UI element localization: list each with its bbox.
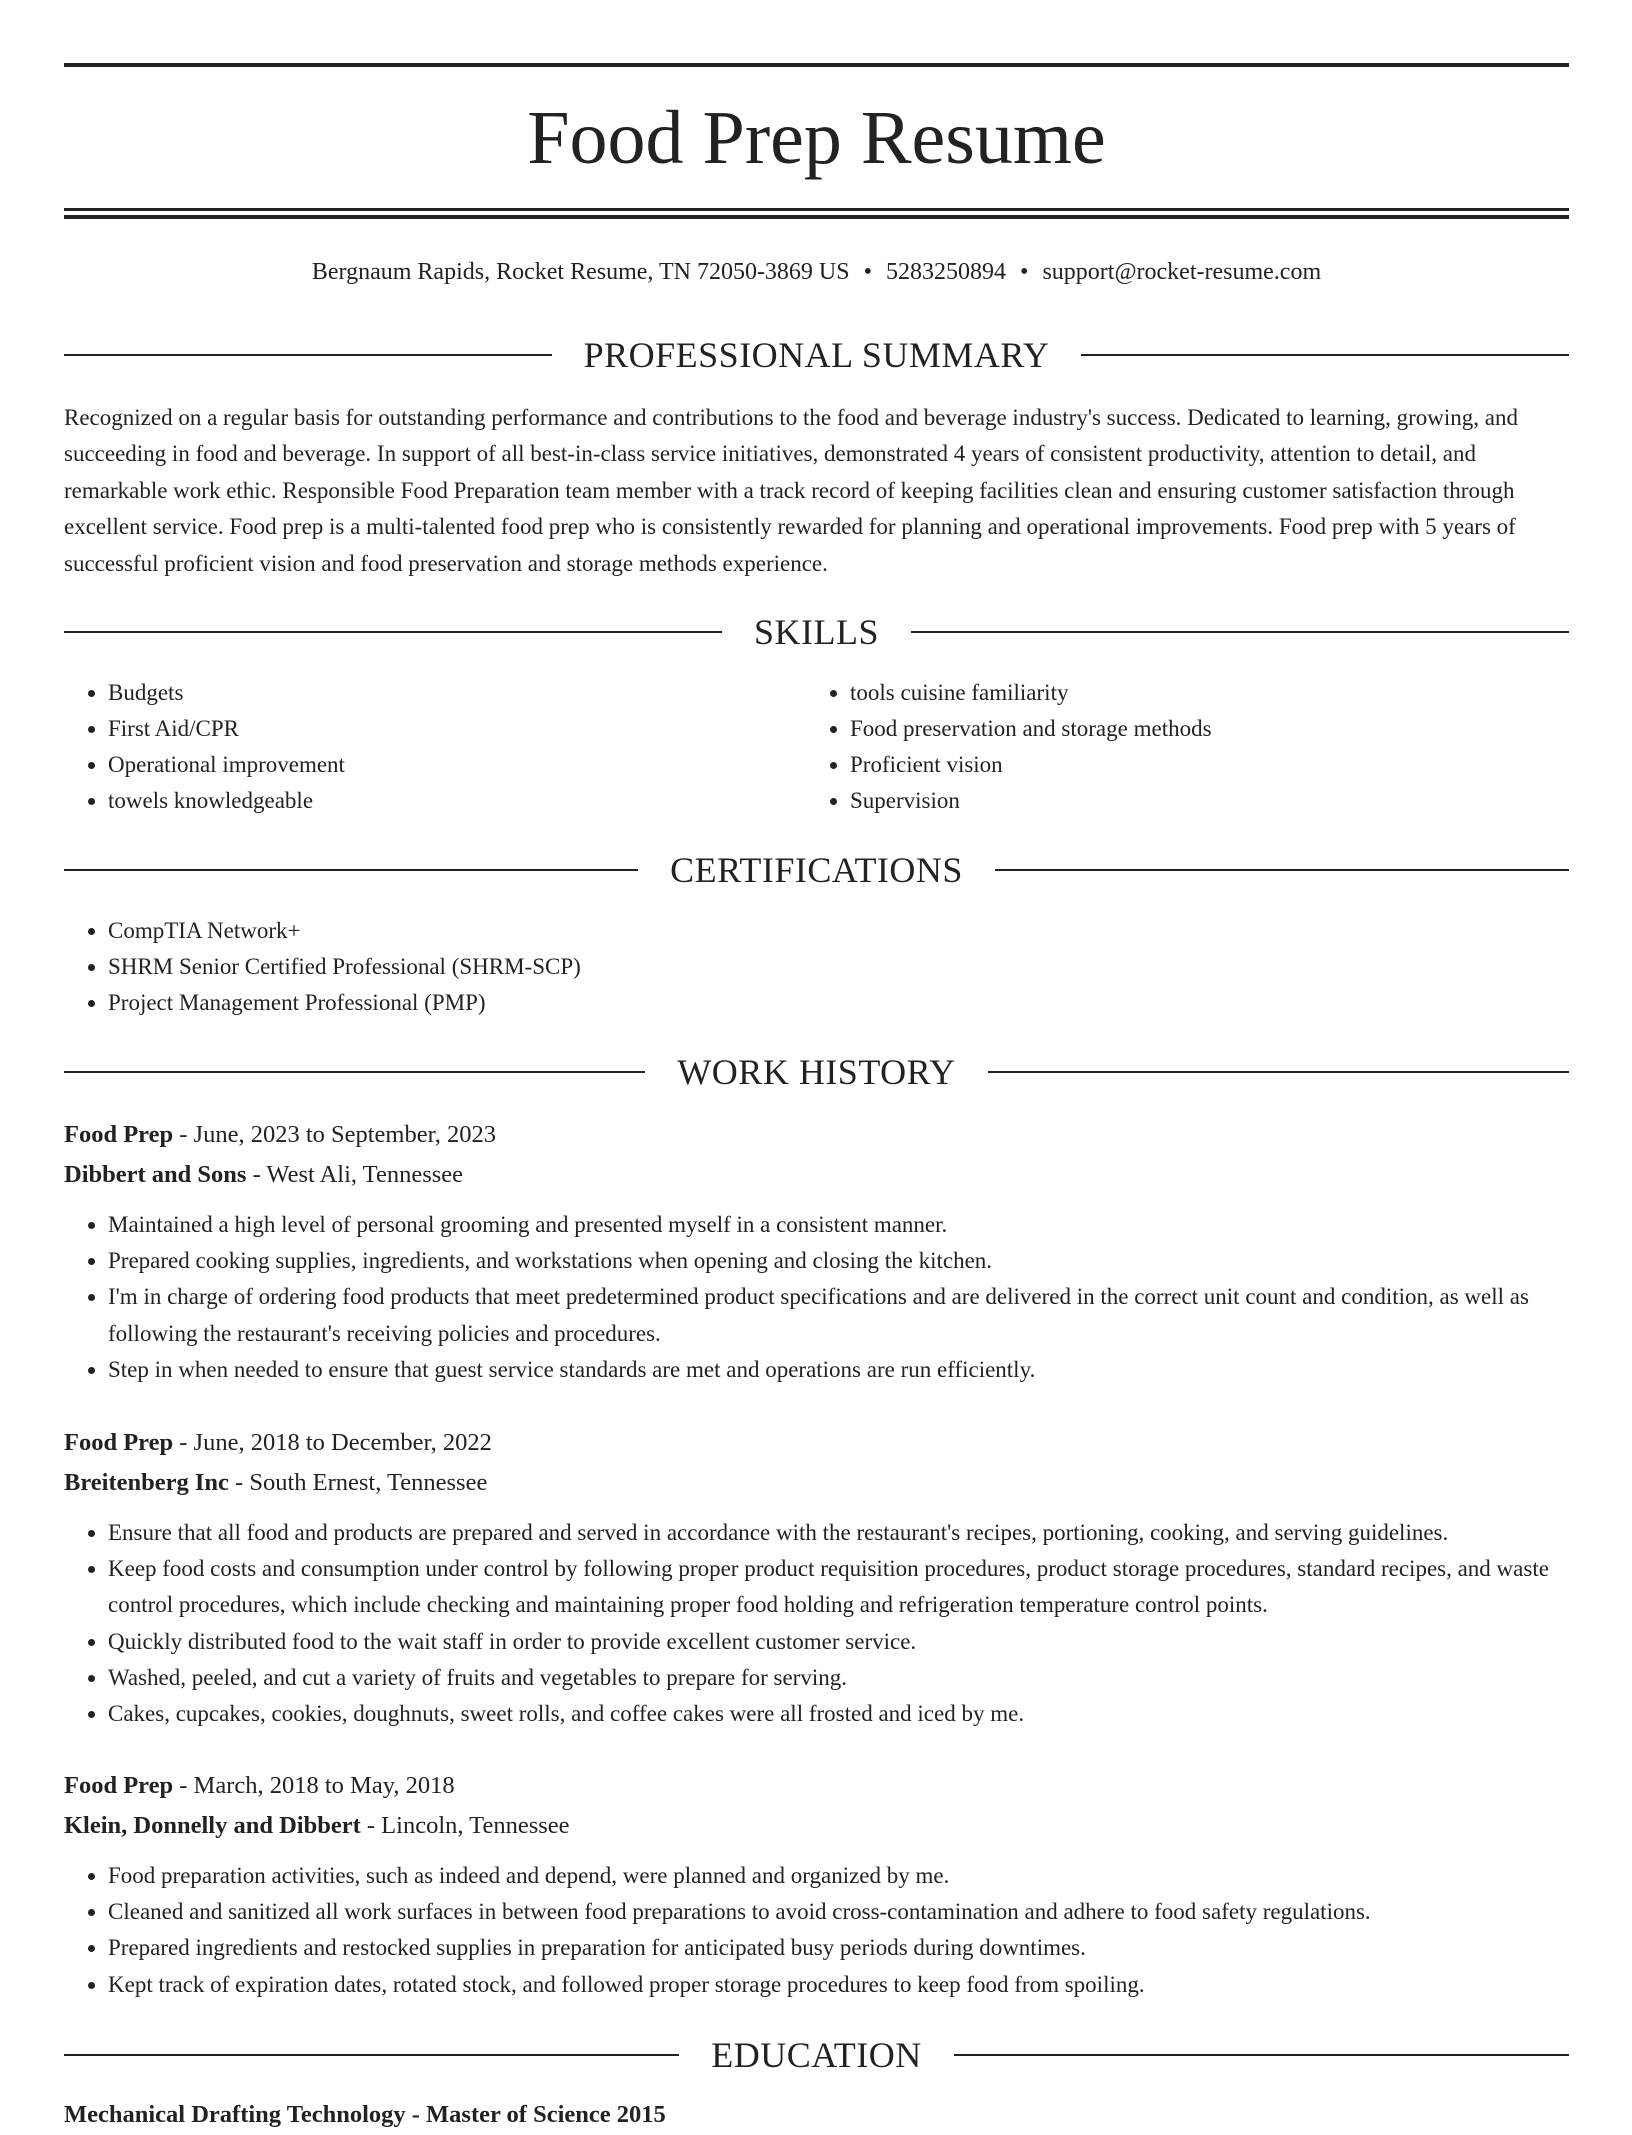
section-title-work-history: WORK HISTORY — [677, 1052, 956, 1092]
job-bullet: • Cakes, cupcakes, cookies, doughnuts, sweet rolls, and coffee cakes were all frosted and iced by me. — [108, 1696, 1569, 1732]
skill-item: • Budgets — [108, 675, 806, 711]
section-rule-left — [64, 1071, 645, 1073]
skill-item: • Food preservation and storage methods — [850, 711, 1548, 747]
job-company: Breitenberg Inc — [64, 1469, 229, 1496]
job-bullet: • Food preparation activities, such as indeed and depend, were planned and organized by me. — [108, 1858, 1569, 1894]
section-title-education: EDUCATION — [711, 2035, 922, 2075]
job-dates: - June, 2023 to September, 2023 — [173, 1121, 497, 1148]
job-bullet: • Keep food costs and consumption under control by following proper product requisition procedures, product storage procedures, standard recipes, and waste control procedures, which include checking and maintaining proper food holding and refrigeration temperature control points. — [108, 1551, 1569, 1623]
skill-item: • Operational improvement — [108, 747, 806, 783]
job-bullet: • I'm in charge of ordering food products that meet predetermined product specifications and are delivered in the correct unit count and condition, as well as following the restaurant's receiving policies and procedures. — [108, 1279, 1569, 1351]
work-entry — [64, 1115, 1569, 1388]
skill-item: • First Aid/CPR — [108, 711, 806, 747]
job-company-line — [64, 1806, 1569, 1846]
certifications-list — [64, 913, 1569, 1021]
skill-item: • Proficient vision — [850, 747, 1548, 783]
job-dates: - March, 2018 to May, 2018 — [173, 1772, 455, 1799]
section-title-certifications: CERTIFICATIONS — [670, 850, 963, 890]
job-company-line — [64, 1463, 1569, 1503]
header-top-rule — [64, 63, 1569, 67]
contact-separator: • — [863, 259, 873, 285]
section-header-work-history — [64, 1050, 1569, 1094]
contact-phone: 5283250894 — [886, 259, 1007, 285]
job-company-line — [64, 1155, 1569, 1195]
job-location: - South Ernest, Tennessee — [228, 1469, 488, 1496]
job-bullet: • Cleaned and sanitized all work surfaces in between food preparations to avoid cross-contamination and adhere to food safety regulations. — [108, 1894, 1569, 1930]
header-double-rule-lower — [64, 215, 1569, 219]
resume-title: Food Prep Resume — [527, 96, 1106, 180]
section-header-summary — [64, 333, 1569, 377]
section-header-skills — [64, 610, 1569, 654]
section-rule-right — [1081, 354, 1569, 356]
section-rule-right — [995, 869, 1569, 871]
job-dates: - June, 2018 to December, 2022 — [173, 1429, 492, 1456]
job-company: Dibbert and Sons — [64, 1161, 247, 1188]
job-location: - West Ali, Tennessee — [246, 1161, 464, 1188]
skill-item: • Supervision — [850, 783, 1548, 819]
work-entry — [64, 1423, 1569, 1732]
job-bullet: • Prepared cooking supplies, ingredients, and workstations when opening and closing the kitchen. — [108, 1243, 1569, 1279]
summary-text: Recognized on a regular basis for outstanding performance and contributions to the food and beverage industry's success. Dedicated to learning, growing, and succeeding in food and beverage. In support of all best-in-class service initiatives, demonstrated 4 years of consistent productivity, attention to detail, and remarkable work ethic. Responsible Food Preparation team member with a track record of keeping facilities clean and ensuring customer satisfaction through excellent service. Food prep is a multi-talented food prep who is consistently rewarded for planning and operational improvements. Food prep with 5 years of successful proficient vision and food preservation and storage methods experience. — [64, 405, 1518, 576]
job-bullet: • Kept track of expiration dates, rotated stock, and followed proper storage procedures to keep food from spoiling. — [108, 1967, 1569, 2003]
work-entry — [64, 1766, 1569, 2003]
skills-column-left — [64, 675, 806, 819]
skills-column-right — [806, 675, 1548, 819]
job-bullet: • Washed, peeled, and cut a variety of fruits and vegetables to prepare for serving. — [108, 1660, 1569, 1696]
job-bullet: • Maintained a high level of personal grooming and presented myself in a consistent manner. — [108, 1207, 1569, 1243]
header-double-rule-upper — [64, 208, 1569, 211]
certification-item: • Project Management Professional (PMP) — [108, 985, 1569, 1021]
contact-line — [64, 254, 1569, 290]
skill-item: • towels knowledgeable — [108, 783, 806, 819]
job-title-line — [64, 1423, 1569, 1463]
skills-list — [64, 675, 1569, 819]
certification-item: • SHRM Senior Certified Professional (SHRM-SCP) — [108, 949, 1569, 985]
job-location: - Lincoln, Tennessee — [360, 1812, 570, 1839]
section-header-education — [64, 2033, 1569, 2077]
contact-separator: • — [1020, 259, 1029, 285]
job-title: Food Prep — [64, 1772, 174, 1799]
section-title-skills: SKILLS — [754, 612, 880, 652]
contact-address: Bergnaum Rapids, Rocket Resume, TN 72050-3869 US — [311, 259, 850, 285]
job-title: Food Prep — [64, 1121, 174, 1148]
section-rule-right — [954, 2054, 1569, 2056]
section-rule-right — [988, 1071, 1569, 1073]
job-bullet: • Quickly distributed food to the wait staff in order to provide excellent customer service. — [108, 1624, 1569, 1660]
section-rule-left — [64, 631, 722, 633]
job-title: Food Prep — [64, 1429, 174, 1456]
section-rule-left — [64, 2054, 679, 2056]
job-title-line — [64, 1766, 1569, 1806]
section-rule-right — [911, 631, 1569, 633]
section-title-summary: PROFESSIONAL SUMMARY — [583, 335, 1050, 375]
certification-item: • CompTIA Network+ — [108, 913, 1569, 949]
job-bullet: • Ensure that all food and products are prepared and served in accordance with the restaurant's recipes, portioning, cooking, and serving guidelines. — [108, 1515, 1569, 1551]
contact-email: support@rocket-resume.com — [1042, 259, 1322, 285]
education-entry: Mechanical Drafting Technology - Master of Science 2015 — [64, 2101, 666, 2128]
section-header-certifications — [64, 848, 1569, 892]
job-bullet: • Step in when needed to ensure that guest service standards are met and operations are run efficiently. — [108, 1352, 1569, 1388]
section-rule-left — [64, 869, 638, 871]
job-bullet: • Prepared ingredients and restocked supplies in preparation for anticipated busy periods during downtimes. — [108, 1930, 1569, 1966]
job-company: Klein, Donnelly and Dibbert — [64, 1812, 361, 1839]
job-title-line — [64, 1115, 1569, 1155]
section-rule-left — [64, 354, 552, 356]
skill-item: • tools cuisine familiarity — [850, 675, 1548, 711]
